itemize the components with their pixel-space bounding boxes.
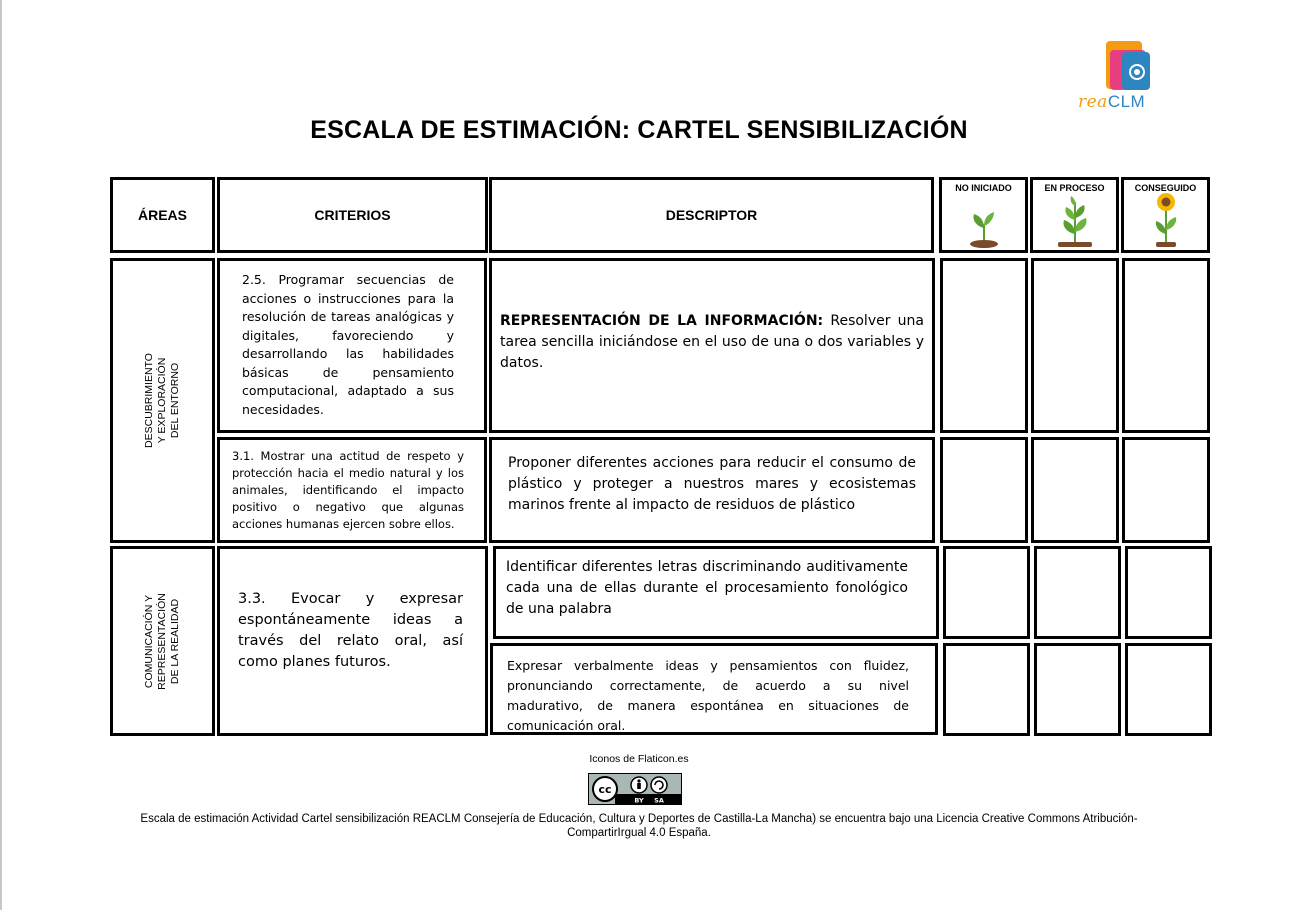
criterion-2-5: 2.5. Programar secuencias de acciones o instrucciones para la resolución de tareas analógicas y digitales, favoreciendo y desarrollando las habilidades básicas de pensamiento computacional, adaptado a sus necesidades.	[217, 258, 487, 433]
icons-credit: Iconos de Flaticon.es	[589, 753, 689, 765]
sunflower-icon	[1146, 190, 1186, 248]
header-no-iniciado: NO INICIADO	[939, 177, 1028, 253]
check-cell-en-proceso[interactable]	[1031, 258, 1119, 433]
descriptor-plastico: Proponer diferentes acciones para reducir el consumo de plástico y proteger a nuestros mares y ecosistemas marinos frente al impacto de residuos de plástico	[489, 437, 935, 543]
header-areas: ÁREAS	[110, 177, 215, 253]
check-cell-no-iniciado[interactable]	[943, 546, 1030, 639]
svg-text:SA: SA	[654, 796, 664, 804]
area-descubrimiento: DESCUBRIMIENTO Y EXPLORACIÓN DEL ENTORNO	[110, 258, 215, 543]
descriptor-letras: Identificar diferentes letras discriminando auditivamente cada una de ellas durante el procesamiento fonológico de una palabra	[493, 546, 939, 639]
check-cell-no-iniciado[interactable]	[940, 437, 1028, 543]
check-cell-conseguido[interactable]	[1125, 643, 1212, 736]
check-cell-no-iniciado[interactable]	[943, 643, 1030, 736]
growing-plant-icon	[1052, 194, 1098, 248]
check-cell-conseguido[interactable]	[1122, 258, 1210, 433]
criterion-3-1: 3.1. Mostrar una actitud de respeto y protección hacia el medio natural y los animales, identificando el impacto positivo o negativo que algunas acciones humanas ejercen sobre ellos.	[217, 437, 487, 543]
check-cell-en-proceso[interactable]	[1031, 437, 1119, 543]
criterion-3-3: 3.3. Evocar y expresar espontáneamente ideas a través del relato oral, así como planes futuros.	[217, 546, 488, 736]
page-title: ESCALA DE ESTIMACIÓN: CARTEL SENSIBILIZACIÓN	[310, 116, 968, 144]
header-en-proceso: EN PROCESO	[1030, 177, 1119, 253]
check-cell-conseguido[interactable]	[1125, 546, 1212, 639]
descriptor-expresar: Expresar verbalmente ideas y pensamientos con fluidez, pronunciando correctamente, de acuerdo a su nivel madurativo, de manera espontánea en situaciones de comunicación oral.	[490, 643, 938, 735]
svg-text:BY: BY	[634, 796, 644, 804]
logo-wordmark: reaCLM	[1078, 92, 1146, 112]
check-cell-no-iniciado[interactable]	[940, 258, 1028, 433]
descriptor-representacion: REPRESENTACIÓN DE LA INFORMACIÓN: Resolver una tarea sencilla iniciándose en el uso de una o dos variables y datos.	[489, 258, 935, 433]
license-text: Escala de estimación Actividad Cartel sensibilización REACLM Consejería de Educación, Cultura y Deportes de Castilla-La Mancha) se encuentra bajo una Licencia Creative Commons Atribución- CompartirIrgual 4.0 España.	[140, 813, 1138, 839]
header-conseguido: CONSEGUIDO	[1121, 177, 1210, 253]
check-cell-en-proceso[interactable]	[1034, 643, 1121, 736]
sprout-icon	[964, 204, 1004, 248]
area-comunicacion: COMUNICACIÓN Y REPRESENTACIÓN DE LA REALIDAD	[110, 546, 215, 736]
cc-by-sa-icon	[589, 774, 681, 804]
cc-license-badge[interactable]	[588, 773, 682, 805]
header-descriptor: DESCRIPTOR	[489, 177, 934, 253]
svg-text:cc: cc	[598, 783, 612, 796]
check-cell-conseguido[interactable]	[1122, 437, 1210, 543]
header-criterios: CRITERIOS	[217, 177, 488, 253]
check-cell-en-proceso[interactable]	[1034, 546, 1121, 639]
